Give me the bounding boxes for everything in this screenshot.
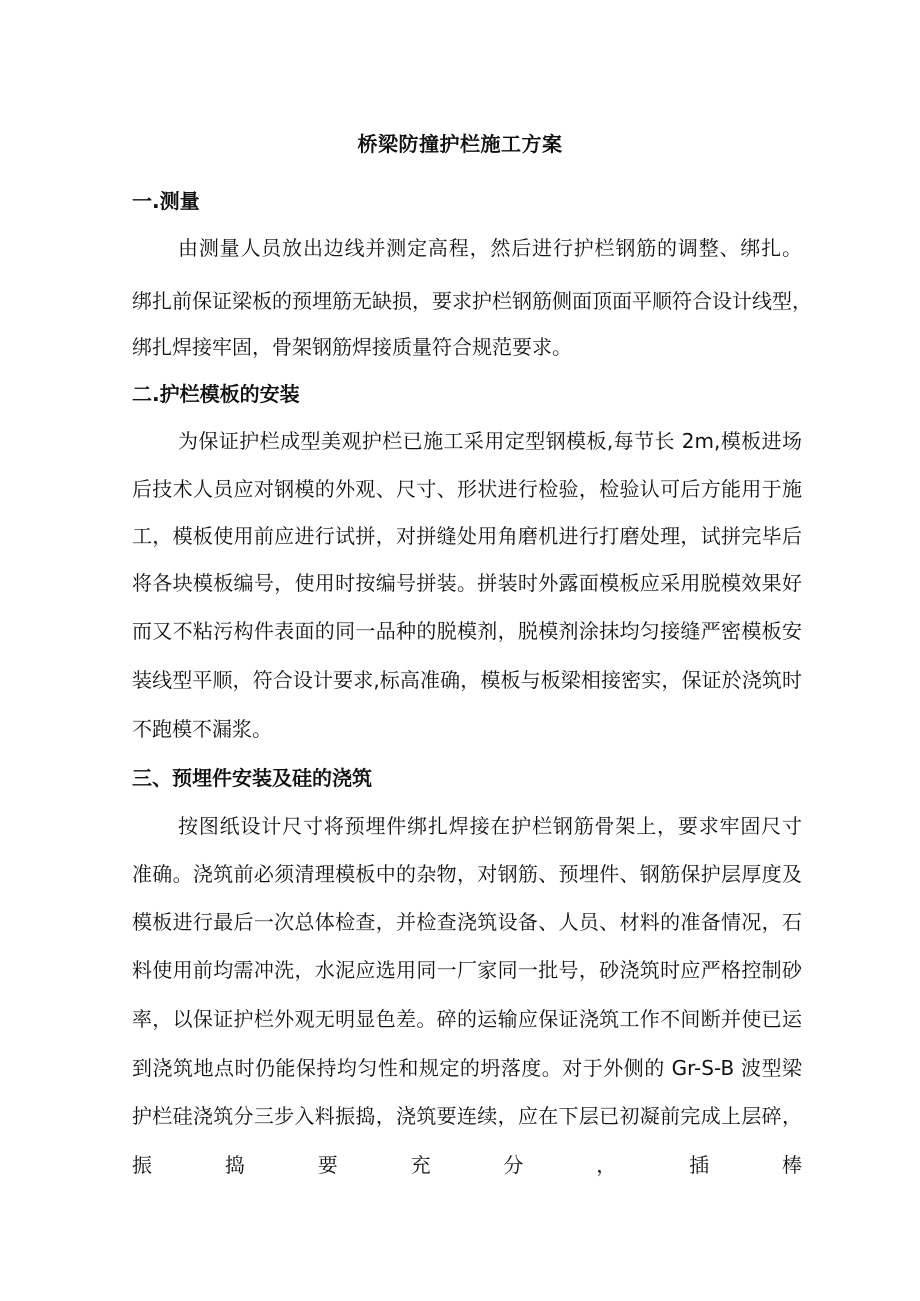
paragraph-line: 后技术人员应对钢模的外观、尺寸、形状进行检验，检验认可后方能用于施 — [132, 477, 802, 501]
document-title: 桥梁防撞护栏施工方案 — [357, 132, 563, 156]
paragraph-line: 护栏硅浇筑分三步入料振捣，浇筑要连续，应在下层已初凝前完成上层碎， — [132, 1104, 802, 1128]
paragraph-line: 不跑模不漏浆。 — [132, 717, 272, 741]
paragraph-line: 按图纸设计尺寸将预埋件绑扎焊接在护栏钢筋骨架上，要求牢固尺寸 — [178, 814, 802, 838]
paragraph-line: 模板进行最后一次总体检查，并检查浇筑设备、人员、材料的准备情况，石 — [132, 910, 802, 934]
paragraph-line: 为保证护栏成型美观护栏已施工采用定型钢模板,每节长 2m,模板进场 — [178, 429, 802, 453]
paragraph-line: 绑扎前保证梁板的预埋筋无缺损，要求护栏钢筋侧面顶面平顺符合设计线型， — [132, 289, 812, 313]
section-heading-2: 二.护栏模板的安装 — [132, 382, 300, 406]
paragraph-line: 由测量人员放出边线并测定高程，然后进行护栏钢筋的调整、绑扎。 — [178, 236, 802, 260]
paragraph-line: 装线型平顺，符合设计要求,标高准确，模板与板梁相接密实，保证於浇筑时 — [132, 668, 802, 692]
paragraph-line: 率，以保证护栏外观无明显色差。碎的运输应保证浇筑工作不间断并使已运 — [132, 1007, 802, 1031]
paragraph-line: 振 捣 要 充 分 ， 插 棒 — [132, 1153, 802, 1177]
paragraph-line: 绑扎焊接牢固，骨架钢筋焊接质量符合规范要求。 — [132, 335, 572, 359]
section-heading-3: 三、预埋件安装及硅的浇筑 — [132, 766, 372, 790]
paragraph-line: 料使用前均需冲洗，水泥应选用同一厂家同一批号，砂浇筑时应严格控制砂 — [132, 958, 802, 982]
paragraph-line: 而又不粘污构件表面的同一品种的脱模剂，脱模剂涂抹均匀接缝严密模板安 — [132, 619, 802, 643]
paragraph-line: 准确。浇筑前必须清理模板中的杂物，对钢筋、预埋件、钢筋保护层厚度及 — [132, 862, 802, 886]
section-heading-1: 一.测量 — [132, 189, 200, 213]
paragraph-line: 工，模板使用前应进行试拼，对拼缝处用角磨机进行打磨处理，试拼完毕后 — [132, 524, 802, 548]
paragraph-line: 到浇筑地点时仍能保持均匀性和规定的坍落度。对于外侧的 Gr-S-B 波型梁 — [132, 1056, 802, 1080]
paragraph-line: 将各块模板编号，使用时按编号拼装。拼装时外露面模板应采用脱模效果好 — [132, 571, 802, 595]
